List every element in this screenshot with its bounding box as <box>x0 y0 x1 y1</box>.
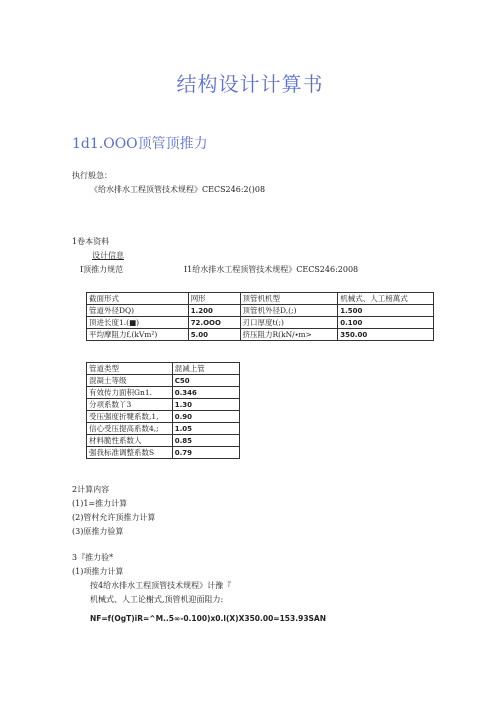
table-value-cell: 网形 <box>188 293 240 305</box>
table-value-cell: 1.500 <box>338 305 434 317</box>
table-row <box>87 399 240 411</box>
basis-label: 执行般急： <box>72 171 112 180</box>
section-heading: 1d1.OOO顶管顶推力 <box>72 136 208 152</box>
table-label-cell: 截面形式 <box>87 293 189 305</box>
section3-line1: 按4给水排水工程顶管技术规程》计豫『 <box>90 581 232 590</box>
table-value-cell: 0.79 <box>172 447 239 459</box>
table-label-cell: 混凝土等级 <box>87 375 173 387</box>
table-value-cell: 1.05 <box>172 423 239 435</box>
thrust-formula: NF=f(OgT)iR=^M..5∞-0.100)x0.l(X)X350.00=153.93SAN <box>90 614 327 623</box>
table-row <box>87 293 434 305</box>
document-title: 结构设计计算书 <box>176 72 324 96</box>
section3-line2: 机械式、人工论榭式,顶管机迎面阻力: <box>90 595 224 604</box>
table-label-cell: 顶管机机型 <box>240 293 338 305</box>
spec-label: I顶推力规范 <box>80 265 124 274</box>
table-value-cell: 0.85 <box>172 435 239 447</box>
section2-item-1: (1)1=推力计算 <box>72 499 128 508</box>
table-row <box>87 411 240 423</box>
spec-value: I1给水排水工程顶管技术规程》CECS246:2008 <box>184 265 359 274</box>
table-value-cell: 0.90 <box>172 411 239 423</box>
table-value-cell: C50 <box>172 375 239 387</box>
table-row <box>87 447 240 459</box>
table-label-cell: 管道类型 <box>87 363 173 375</box>
table-value-cell: 混减上管 <box>172 363 239 375</box>
table-value-cell: 72.OOO <box>188 317 240 329</box>
table-label-cell: 信心受压提高系数4,; <box>87 423 173 435</box>
table-label-cell: 材料脆性系数人 <box>87 435 173 447</box>
table-value-cell: 0.100 <box>338 317 434 329</box>
table-row <box>87 363 240 375</box>
design-info-table <box>86 292 434 341</box>
section1-subtitle: 设计信息 <box>92 251 124 260</box>
section2-title: 2计算内容 <box>72 485 110 494</box>
pipe-info-table <box>86 362 240 459</box>
section2-item-3: (3)原推力验算 <box>72 527 124 536</box>
table-value-cell: 1.200 <box>188 305 240 317</box>
table-value-cell: 机械式、人工榜萬式 <box>338 293 434 305</box>
table-row <box>87 305 434 317</box>
table-row <box>87 317 434 329</box>
table-label-cell: 分项系数丫3 <box>87 399 173 411</box>
table-label-cell: 平均摩阻力f,(kVm²) <box>87 329 189 341</box>
table-label-cell: 顶进长度1.(■) <box>87 317 189 329</box>
table-label-cell: 受压强度折犍系数,1, <box>87 411 173 423</box>
basis-standard: 《给水排水工程顶管技术规程》CECS246:2()08 <box>90 185 266 194</box>
table-value-cell: 0.346 <box>172 387 239 399</box>
table-row <box>87 423 240 435</box>
table-value-cell: 1.30 <box>172 399 239 411</box>
section2-item-2: (2)管村允许顶推力计算 <box>72 513 156 522</box>
table-label-cell: 刃口厚度t(;) <box>240 317 338 329</box>
table-value-cell: 5.00 <box>188 329 240 341</box>
section3-sub: (1)项推力计算 <box>72 567 124 576</box>
table-label-cell: 有效传力面积Gn1. <box>87 387 173 399</box>
table-row <box>87 387 240 399</box>
table-row <box>87 375 240 387</box>
table-value-cell: 350.00 <box>338 329 434 341</box>
table-row <box>87 435 240 447</box>
table-label-cell: 强我标准调整系数S <box>87 447 173 459</box>
table-label-cell: 顶管机外径D,(;) <box>240 305 338 317</box>
section3-title: 3『推力验* <box>72 553 114 562</box>
table-label-cell: 管道外径DQ) <box>87 305 189 317</box>
table-row <box>87 329 434 341</box>
section1-title: 1卷本资料 <box>72 237 110 246</box>
table-label-cell: 挤压阻力R(kN/∙m> <box>240 329 338 341</box>
